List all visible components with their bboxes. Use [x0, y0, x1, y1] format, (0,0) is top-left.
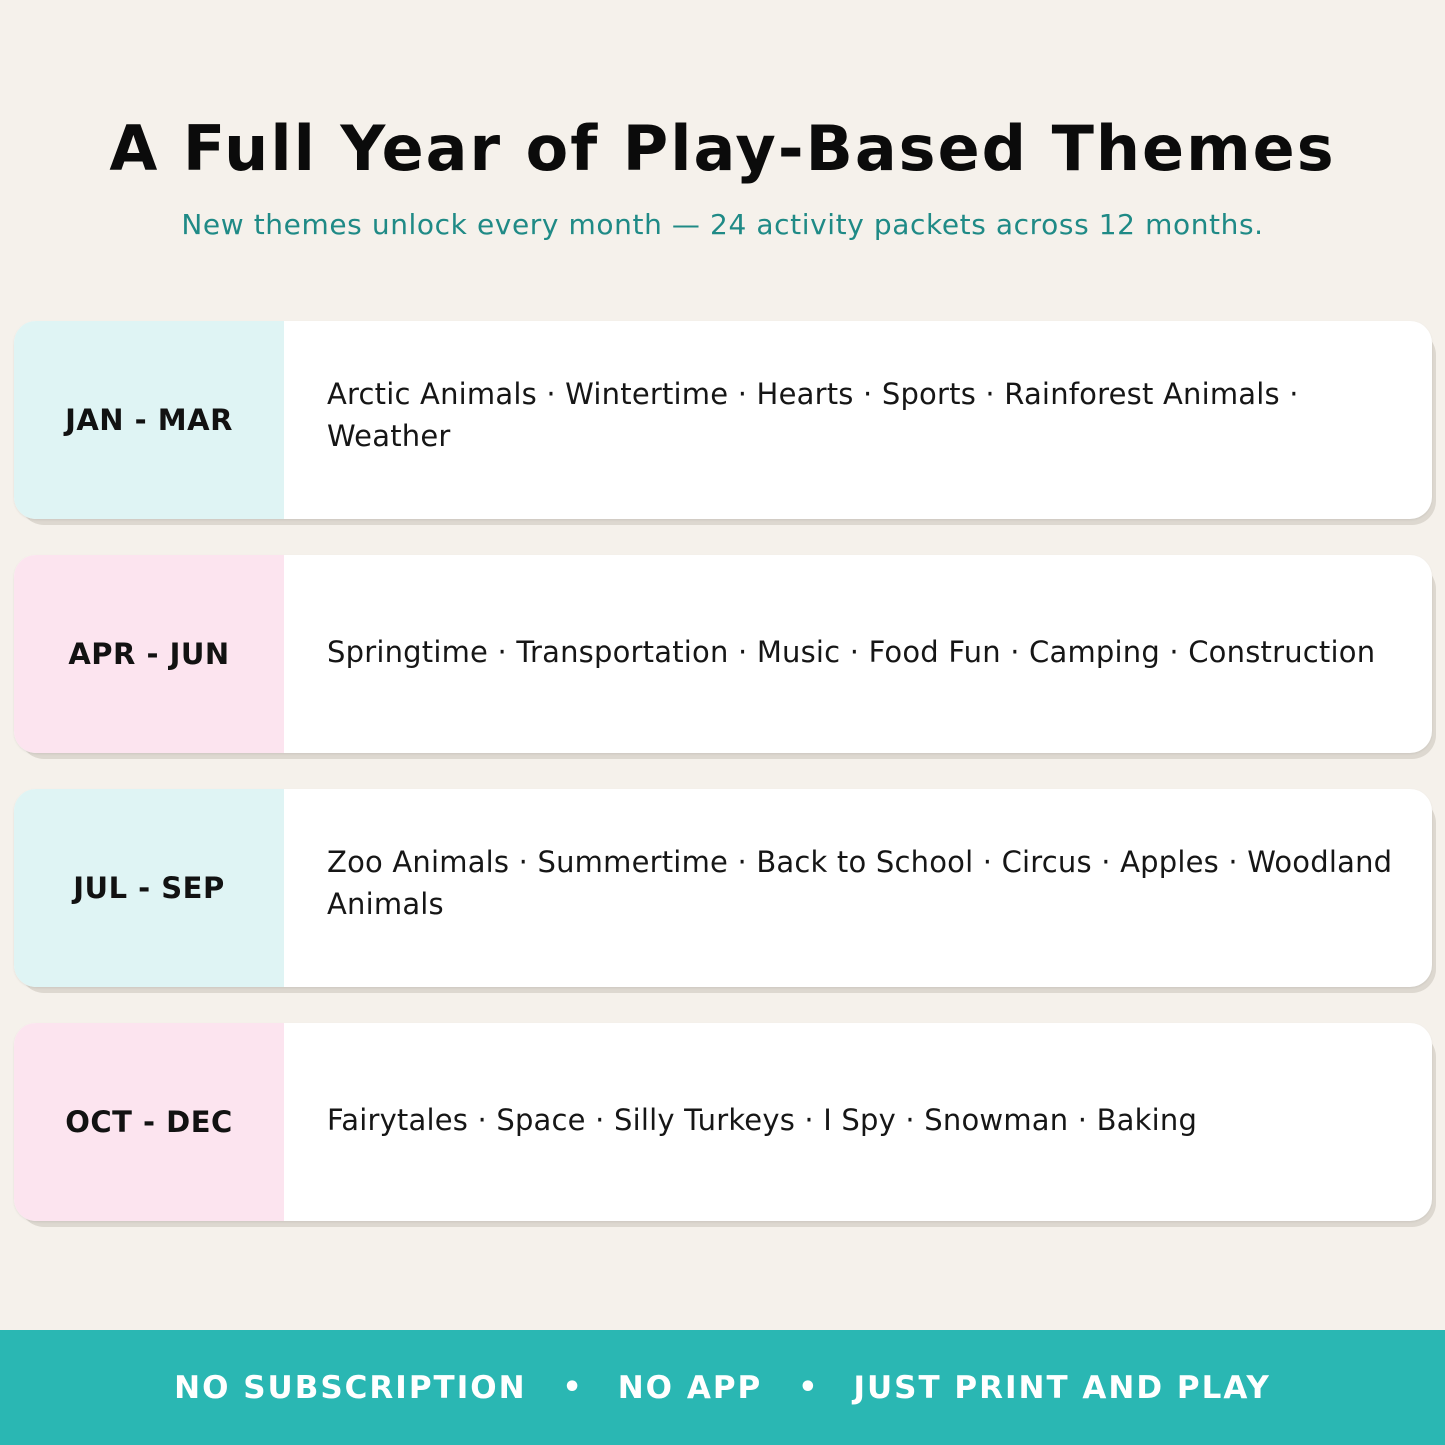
quarter-card [14, 555, 1432, 753]
quarter-label: JUL - SEP [73, 871, 225, 905]
quarter-card [14, 789, 1432, 987]
quarter-row-oct-dec [14, 1023, 1434, 1221]
page-title: A Full Year of Play-Based Themes [109, 112, 1336, 185]
quarter-label-cell [14, 789, 284, 987]
quarter-label: OCT - DEC [65, 1105, 233, 1139]
quarter-row-jan-mar [14, 321, 1434, 519]
banner-no-subscription: NO SUBSCRIPTION [174, 1369, 527, 1406]
page-subtitle: New themes unlock every month — 24 activity packets across 12 months. [181, 208, 1264, 241]
quarter-label-cell [14, 555, 284, 753]
quarter-label-cell [14, 321, 284, 519]
quarter-card [14, 321, 1432, 519]
quarter-themes: Fairytales · Space · Silly Turkeys · I Spy · Snowman · Baking [327, 1103, 1198, 1137]
quarter-themes: Springtime · Transportation · Music · Food Fun · Camping · Construction [327, 635, 1376, 669]
banner-print-and-play: JUST PRINT AND PLAY [853, 1369, 1271, 1406]
bullet-separator-icon: • [562, 1370, 582, 1405]
quarter-row-apr-jun [14, 555, 1434, 753]
banner-no-app: NO APP [617, 1369, 763, 1406]
quarter-card [14, 1023, 1432, 1221]
quarter-themes: Zoo Animals · Summertime · Back to School · Circus · Apples · Woodland Animals [327, 845, 1393, 921]
bullet-separator-icon: • [798, 1370, 818, 1405]
footer-banner [0, 1330, 1445, 1445]
quarter-row-jul-sep [14, 789, 1434, 987]
quarter-label: APR - JUN [68, 637, 230, 671]
quarter-label: JAN - MAR [65, 403, 233, 437]
quarter-themes: Arctic Animals · Wintertime · Hearts · Sports · Rainforest Animals · Weather [327, 377, 1299, 453]
quarter-label-cell [14, 1023, 284, 1221]
